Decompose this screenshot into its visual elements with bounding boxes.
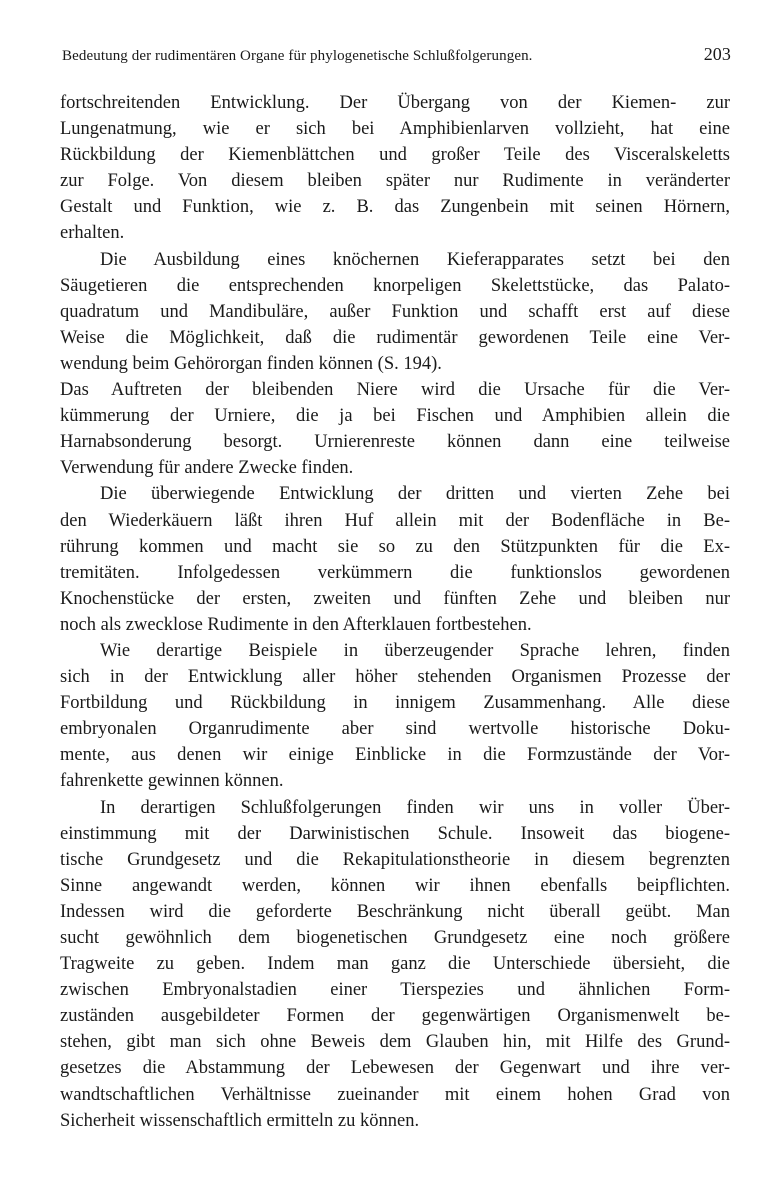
text-line: zwischen Embryonalstadien einer Tierspezies und ähnlichen Form- xyxy=(60,980,730,1001)
text-line: Knochenstücke der ersten, zweiten und fünften Zehe und bleiben nur xyxy=(60,588,730,609)
text-line: tische Grundgesetz und die Rekapitulationstheorie in diesem begrenzten xyxy=(60,849,730,870)
text-line: zur Folge. Von diesem bleiben später nur Rudimente in veränderter xyxy=(60,171,730,192)
text-line: Sicherheit wissenschaftlich ermitteln zu können. xyxy=(60,1110,420,1131)
running-head xyxy=(62,44,731,70)
text-line: wandtschaftlichen Verhältnisse zueinander mit einem hohen Grad von xyxy=(60,1084,730,1105)
running-title: Bedeutung der rudimentären Organe für phylogenetische Schlußfolgerungen. xyxy=(62,48,533,64)
text-line: fahrenkette gewinnen können. xyxy=(60,771,284,792)
text-line: erhalten. xyxy=(60,223,125,244)
text-line: gesetzes die Abstammung der Lebewesen der Gegenwart und ihre ver- xyxy=(60,1058,730,1079)
page-number: 203 xyxy=(703,44,731,64)
text-line: Gestalt und Funktion, wie z. B. das Zungenbein mit seinen Hörnern, xyxy=(60,197,730,218)
text-line: Wie derartige Beispiele in überzeugender Sprache lehren, finden xyxy=(100,640,730,661)
text-line: Die Ausbildung eines knöchernen Kieferapparates setzt bei den xyxy=(100,249,730,270)
text-line: Lungenatmung, wie er sich bei Amphibienlarven vollzieht, hat eine xyxy=(60,119,730,140)
paragraph xyxy=(60,247,730,377)
text-line: Fortbildung und Rückbildung in innigem Zusammenhang. Alle diese xyxy=(60,693,730,714)
text-line: kümmerung der Urniere, die ja bei Fischen und Amphibien allein die xyxy=(60,406,730,427)
paragraph xyxy=(60,795,730,1134)
text-line: Tragweite zu geben. Indem man ganz die Unterschiede übersieht, die xyxy=(60,954,730,975)
text-line: einstimmung mit der Darwinistischen Schule. Insoweit das biogene- xyxy=(60,823,730,844)
text-line: tremitäten. Infolgedessen verkümmern die funktionslos gewordenen xyxy=(60,562,730,583)
text-line: Die überwiegende Entwicklung der dritten und vierten Zehe bei xyxy=(100,484,730,505)
paragraph xyxy=(60,638,730,795)
text-line: rührung kommen und macht sie so zu den Stützpunkten für die Ex- xyxy=(60,536,730,557)
text-line: Weise die Möglichkeit, daß die rudimentär gewordenen Teile eine Ver- xyxy=(60,327,730,348)
text-line: mente, aus denen wir einige Einblicke in die Formzustände der Vor- xyxy=(60,745,730,766)
body-text xyxy=(60,90,730,1134)
text-line: den Wiederkäuern läßt ihren Huf allein mit der Bodenfläche in Be- xyxy=(60,510,730,531)
text-line: embryonalen Organrudimente aber sind wertvolle historische Doku- xyxy=(60,719,730,740)
text-line: zuständen ausgebildeter Formen der gegenwärtigen Organismenwelt be- xyxy=(60,1006,730,1027)
paragraph xyxy=(60,481,730,638)
text-line: fortschreitenden Entwicklung. Der Übergang von der Kiemen- zur xyxy=(60,93,730,113)
text-line: Das Auftreten der bleibenden Niere wird die Ursache für die Ver- xyxy=(60,380,730,401)
text-line: stehen, gibt man sich ohne Beweis dem Glauben hin, mit Hilfe des Grund- xyxy=(60,1032,730,1053)
paragraph xyxy=(60,90,730,247)
paragraph xyxy=(60,377,730,481)
text-line: quadratum und Mandibuläre, außer Funktion und schafft erst auf diese xyxy=(60,301,730,322)
text-line: sich in der Entwicklung aller höher stehenden Organismen Prozesse der xyxy=(60,667,730,688)
text-line: wendung beim Gehörorgan finden können (S. 194). xyxy=(60,353,442,374)
text-line: Harnabsonderung besorgt. Urnierenreste können dann eine teilweise xyxy=(60,432,730,453)
text-line: In derartigen Schlußfolgerungen finden wir uns in voller Über- xyxy=(100,797,730,818)
text-line: Indessen wird die geforderte Beschränkung nicht überall geübt. Man xyxy=(60,901,730,922)
text-line: Sinne angewandt werden, können wir ihnen ebenfalls beipflichten. xyxy=(60,875,730,896)
text-line: noch als zwecklose Rudimente in den Afterklauen fortbestehen. xyxy=(60,614,532,635)
text-line: Rückbildung der Kiemenblättchen und großer Teile des Visceralskeletts xyxy=(60,145,730,166)
text-line: Säugetieren die entsprechenden knorpeligen Skelettstücke, das Palato- xyxy=(60,275,730,296)
text-line: sucht gewöhnlich dem biogenetischen Grundgesetz eine noch größere xyxy=(60,928,730,948)
text-line: Verwendung für andere Zwecke finden. xyxy=(60,458,354,479)
